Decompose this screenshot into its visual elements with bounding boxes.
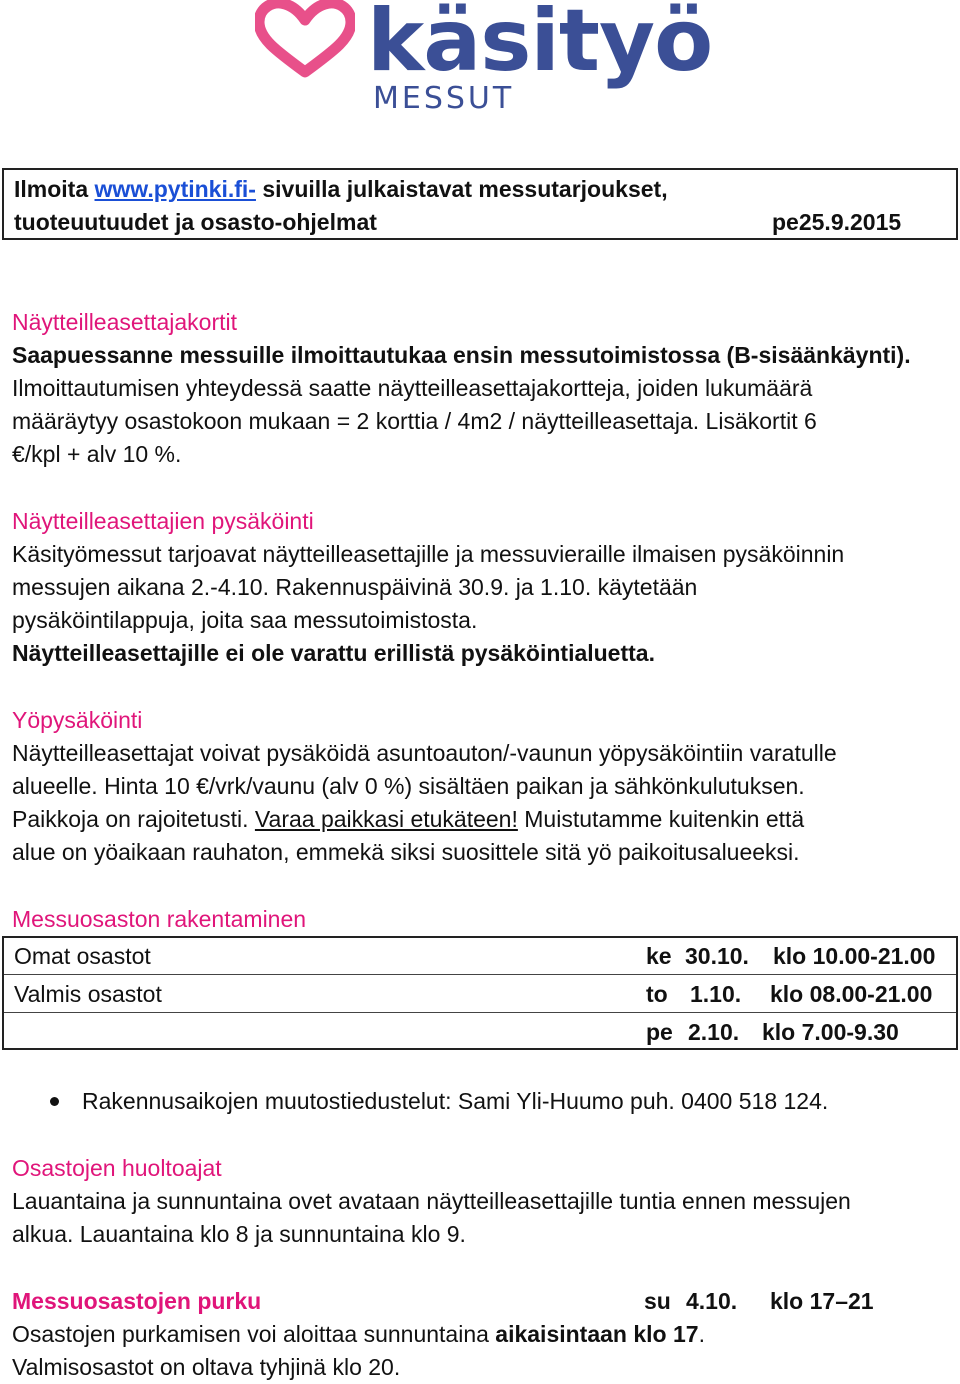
- night-heading: Yöpysäköinti: [12, 707, 143, 733]
- cards-lead: Saapuessanne messuille ilmoittautukaa ensin messutoimistossa (B-sisäänkäynti).: [12, 342, 911, 368]
- cards-heading: Näytteilleasettajakortit: [12, 309, 237, 335]
- logo-subtitle: MESSUT: [373, 81, 515, 116]
- pytinki-link[interactable]: www.pytinki.fi-: [94, 176, 256, 202]
- build-heading: Messuosaston rakentaminen: [12, 906, 307, 932]
- night-text-1: Näytteilleasettajat voivat pysäköidä asuntoauton/-vaunun yöpysäköintiin varatulle: [12, 740, 837, 766]
- heart-logo-icon: [255, 0, 355, 80]
- table-row-day: ke: [646, 943, 672, 969]
- notice-date: pe25.9.2015: [772, 209, 902, 235]
- table-divider: [4, 1012, 956, 1013]
- logo-wordmark: käsityö: [367, 0, 713, 91]
- parking-text-4: Näytteilleasettajille ei ole varattu erillistä pysäköintialuetta.: [12, 640, 655, 666]
- table-row-date: 1.10.: [690, 981, 742, 1007]
- build-table: [2, 936, 958, 1050]
- build-contact: Rakennusaikojen muutostiedustelut: Sami Yli-Huumo puh. 0400 518 124.: [82, 1088, 829, 1114]
- cards-text-2: määräytyy osastokoon mukaan = 2 korttia / 4m2 / näytteilleasettaja. Lisäkortit 6: [12, 408, 817, 434]
- teardown-day: su: [644, 1288, 671, 1314]
- teardown-text-1: Osastojen purkamisen voi aloittaa sunnuntaina aikaisintaan klo 17.: [12, 1321, 705, 1347]
- notice-line-1: Ilmoita www.pytinki.fi- sivuilla julkaistavat messutarjoukset,: [14, 176, 668, 202]
- parking-text-1: Käsityömessut tarjoavat näytteilleasettajille ja messuvieraille ilmaisen pysäköinnin: [12, 541, 845, 567]
- reserve-link[interactable]: Varaa paikkasi etukäteen!: [254, 806, 518, 832]
- teardown-time: klo 17–21: [770, 1288, 874, 1314]
- table-row-day: to: [646, 981, 668, 1007]
- parking-text-3: pysäköintilappuja, joita saa messutoimistosta.: [12, 607, 478, 633]
- parking-text-2: messujen aikana 2.-4.10. Rakennuspäivinä 30.9. ja 1.10. käytetään: [12, 574, 698, 600]
- night-text-4: alue on yöaikaan rauhaton, emmekä siksi suosittele sitä yö paikoitusalueeksi.: [12, 839, 800, 865]
- table-row-time: klo 10.00-21.00: [773, 943, 936, 969]
- table-row-label: Omat osastot: [14, 943, 151, 969]
- maint-text-1: Lauantaina ja sunnuntaina ovet avataan näytteilleasettajille tuntia ennen messujen: [12, 1188, 851, 1214]
- table-row-time: klo 08.00-21.00: [770, 981, 933, 1007]
- cards-text-3: €/kpl + alv 10 %.: [12, 441, 182, 467]
- table-row-date: 2.10.: [688, 1019, 740, 1045]
- notice-box: [2, 168, 958, 240]
- table-row-day: pe: [646, 1019, 673, 1045]
- bullet-icon: [50, 1097, 59, 1106]
- table-row-label: Valmis osastot: [14, 981, 162, 1007]
- table-row-time: klo 7.00-9.30: [762, 1019, 899, 1045]
- teardown-date: 4.10.: [686, 1288, 738, 1314]
- table-row-date: 30.10.: [685, 943, 749, 969]
- night-text-2: alueelle. Hinta 10 €/vrk/vaunu (alv 0 %) sisältäen paikan ja sähkönkulutuksen.: [12, 773, 805, 799]
- parking-heading: Näytteilleasettajien pysäköinti: [12, 508, 314, 534]
- maint-heading: Osastojen huoltoajat: [12, 1155, 222, 1181]
- night-text-3: Paikkoja on rajoitetusti. Varaa paikkasi etukäteen! Muistutamme kuitenkin että: [12, 806, 805, 832]
- cards-text-1: Ilmoittautumisen yhteydessä saatte näytteilleasettajakortteja, joiden lukumäärä: [12, 375, 813, 401]
- teardown-heading: Messuosastojen purku: [12, 1288, 262, 1314]
- notice-line-2: tuoteuutuudet ja osasto-ohjelmat: [14, 209, 377, 235]
- table-divider: [4, 974, 956, 975]
- maint-text-2: alkua. Lauantaina klo 8 ja sunnuntaina klo 9.: [12, 1221, 466, 1247]
- teardown-text-2: Valmisosastot on oltava tyhjinä klo 20.: [12, 1354, 401, 1380]
- logo: [255, 0, 713, 116]
